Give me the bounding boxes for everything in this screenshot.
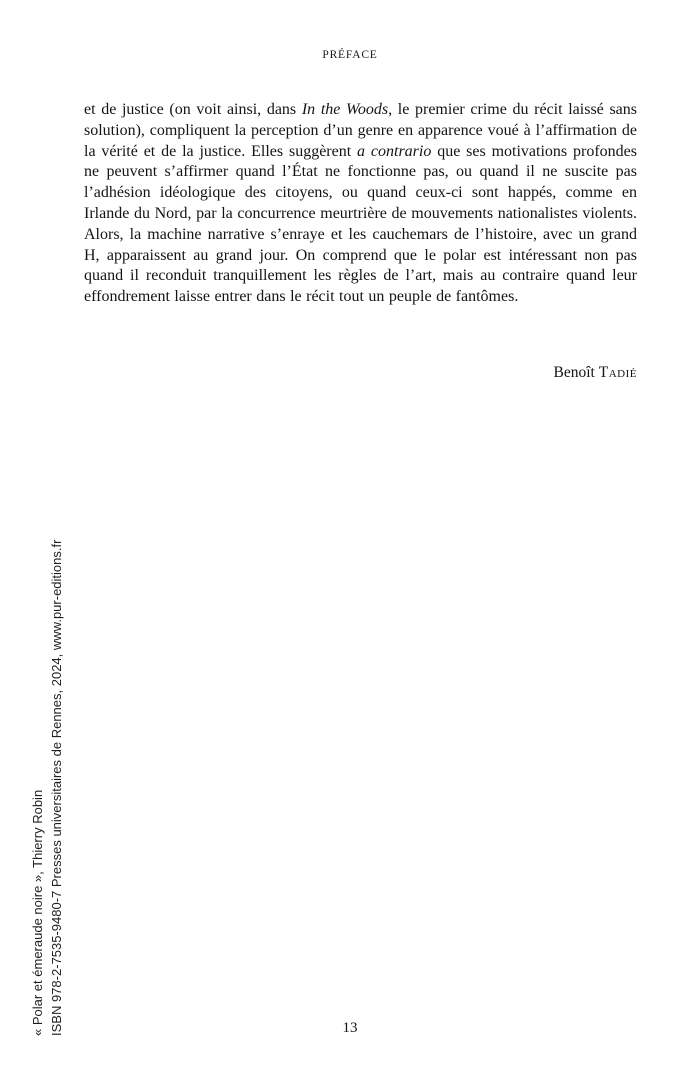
- signature-last-name: Tadié: [598, 364, 637, 381]
- spine-credit: [28, 540, 66, 1036]
- author-signature: [84, 364, 637, 382]
- paragraph-run: et de justice (on voit ainsi, dans: [84, 101, 302, 118]
- signature-first-name: Benoît: [553, 364, 595, 381]
- latin-phrase-italic: a contrario: [357, 142, 432, 160]
- novel-title-italic: In the Woods: [301, 101, 389, 118]
- preface-paragraph: [84, 100, 637, 308]
- paragraph-run: que ses motivations profondes ne peuvent s’affirmer quand l’État ne fonctionne pas, ou quand il ne suscite pas l’adhésion idéologique des citoyens, ou quand ceux-ci sont happés, comme en Irlande du Nord, par la concurrence meurtrière de mouvements nationalistes violents. Alors, la machine narrative s’enraye et les cauchemars de l’histoire, avec un grand H, apparaissent au grand jour. On comprend que le polar est intéressant non pas quand il reconduit tranquillement les règles de l’art, mais au contraire quand leur effondrement laisse entrer dans le récit tout un peuple de fantômes.: [84, 142, 637, 306]
- page-number: 13: [342, 1020, 358, 1036]
- paragraph-run: , le premier crime du récit laissé sans solution), compliquent la perception d’un genre en apparence voué à l’affirmation de la vérité et de la justice. Elles suggèrent: [84, 101, 638, 160]
- spine-title-line: « Polar et émeraude noire », Thierry Robin: [30, 789, 45, 1036]
- running-head: PRÉFACE: [322, 49, 378, 61]
- spine-isbn-line: ISBN 978-2-7535-9480-7 Presses universitaires de Rennes, 2024, www.pur-editions.fr: [49, 539, 64, 1036]
